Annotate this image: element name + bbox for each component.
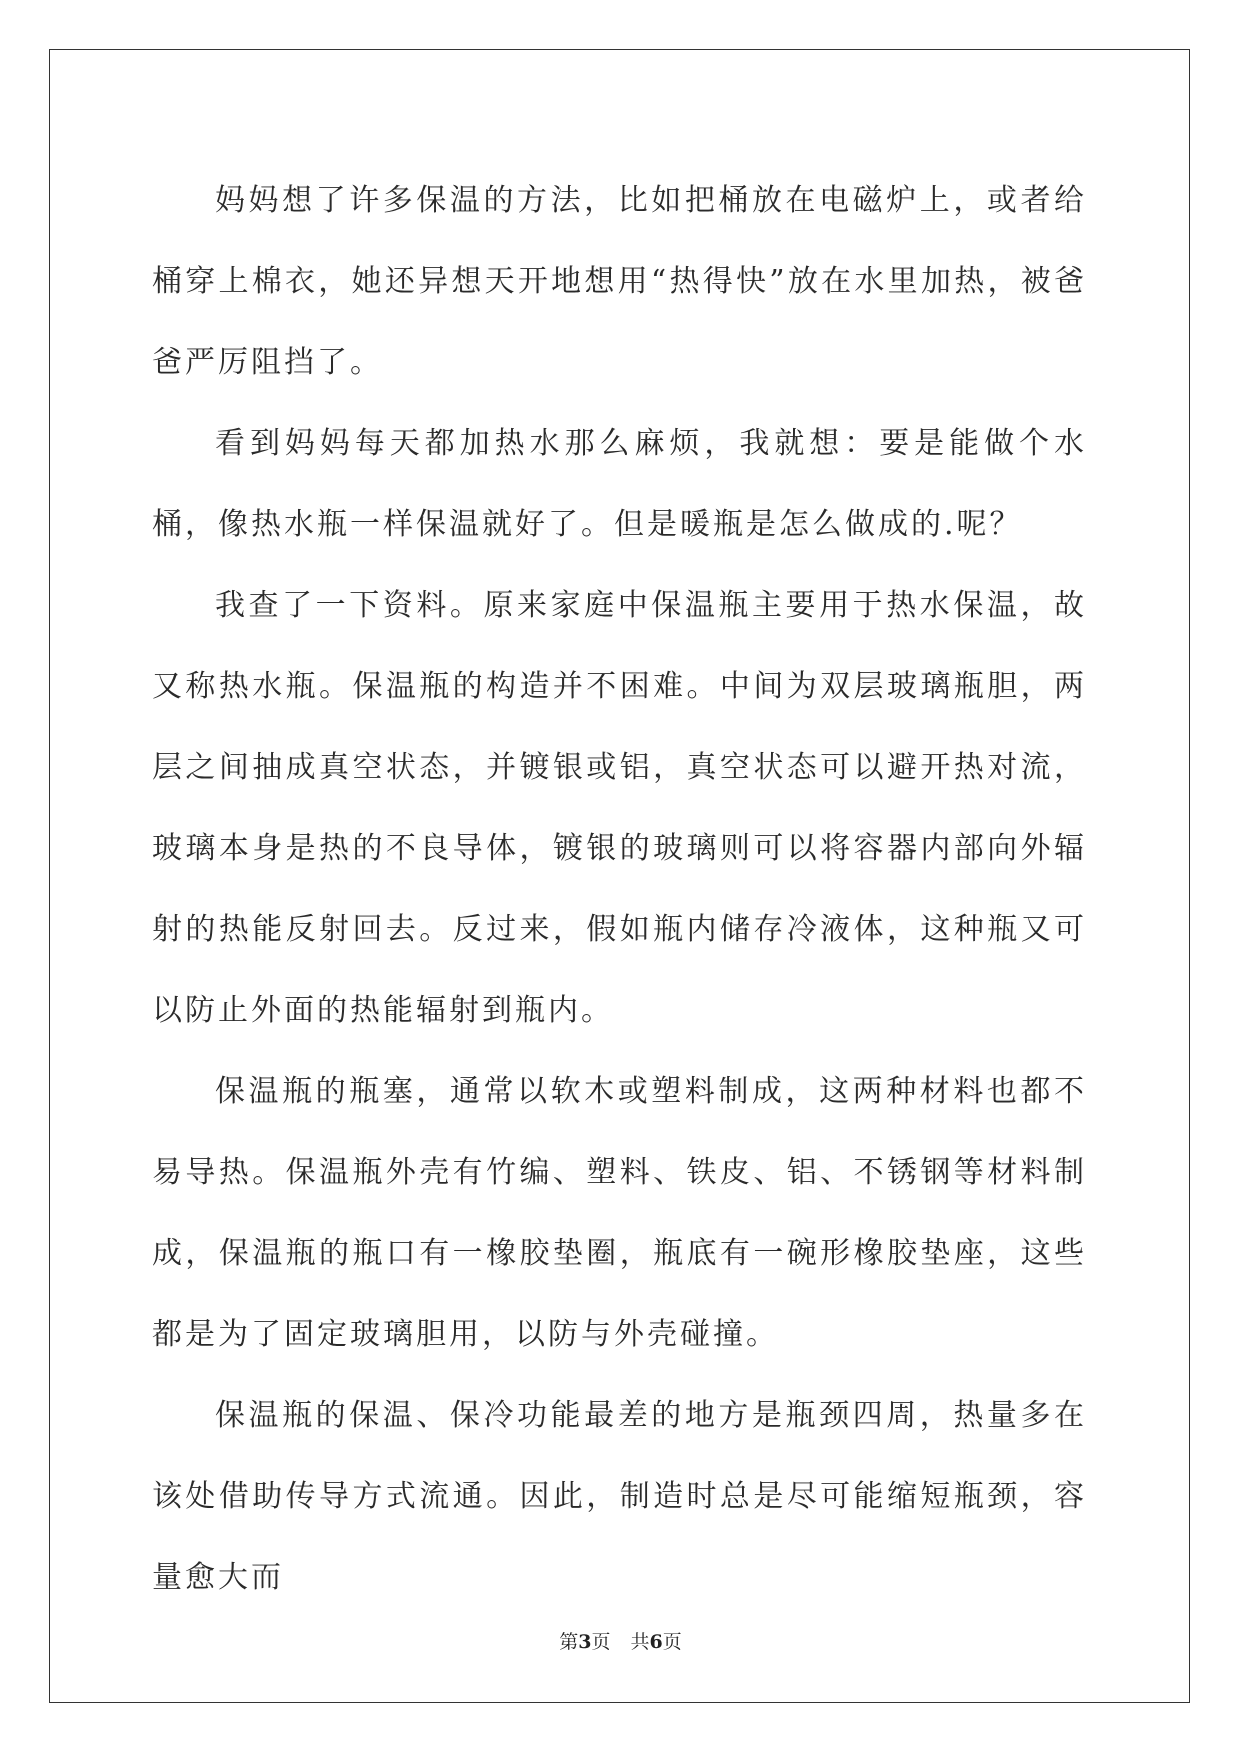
- page-prefix: 第: [559, 1631, 579, 1653]
- paragraph: 保温瓶的瓶塞，通常以软木或塑料制成，这两种材料也都不易导热。保温瓶外壳有竹编、塑料、铁皮、铝、不锈钢等材料制成，保温瓶的瓶口有一橡胶垫圈，瓶底有一碗形橡胶垫座，这些都是为了固定玻璃胆用，以防与外壳碰撞。: [152, 1074, 1087, 1352]
- page-footer: [0, 1627, 1241, 1654]
- page-current: 3: [578, 1631, 592, 1653]
- page-suffix: 页: [591, 1631, 611, 1653]
- document-body: [152, 160, 1087, 1618]
- paragraph: 我查了一下资料。原来家庭中保温瓶主要用于热水保温，故又称热水瓶。保温瓶的构造并不困难。中间为双层玻璃瓶胆，两层之间抽成真空状态，并镀银或铝，真空状态可以避开热对流，玻璃本身是热的不良导体，镀银的玻璃则可以将容器内部向外辐射的热能反射回去。反过来，假如瓶内储存冷液体，这种瓶又可以防止外面的热能辐射到瓶内。: [152, 588, 1087, 1028]
- total-count: 6: [649, 1631, 663, 1653]
- paragraph: 看到妈妈每天都加热水那么麻烦，我就想：要是能做个水桶，像热水瓶一样保温就好了。但是暖瓶是怎么做成的.呢？: [152, 426, 1087, 542]
- page-number: [559, 1631, 610, 1653]
- paragraph: 妈妈想了许多保温的方法，比如把桶放在电磁炉上，或者给桶穿上棉衣，她还异想天开地想用“热得快”放在水里加热，被爸爸严厉阻挡了。: [152, 183, 1087, 380]
- paragraph: 保温瓶的保温、保冷功能最差的地方是瓶颈四周，热量多在该处借助传导方式流通。因此，制造时总是尽可能缩短瓶颈，容量愈大而: [152, 1398, 1087, 1595]
- total-prefix: 共: [630, 1631, 650, 1653]
- page-total: [631, 1631, 682, 1653]
- total-suffix: 页: [662, 1631, 682, 1653]
